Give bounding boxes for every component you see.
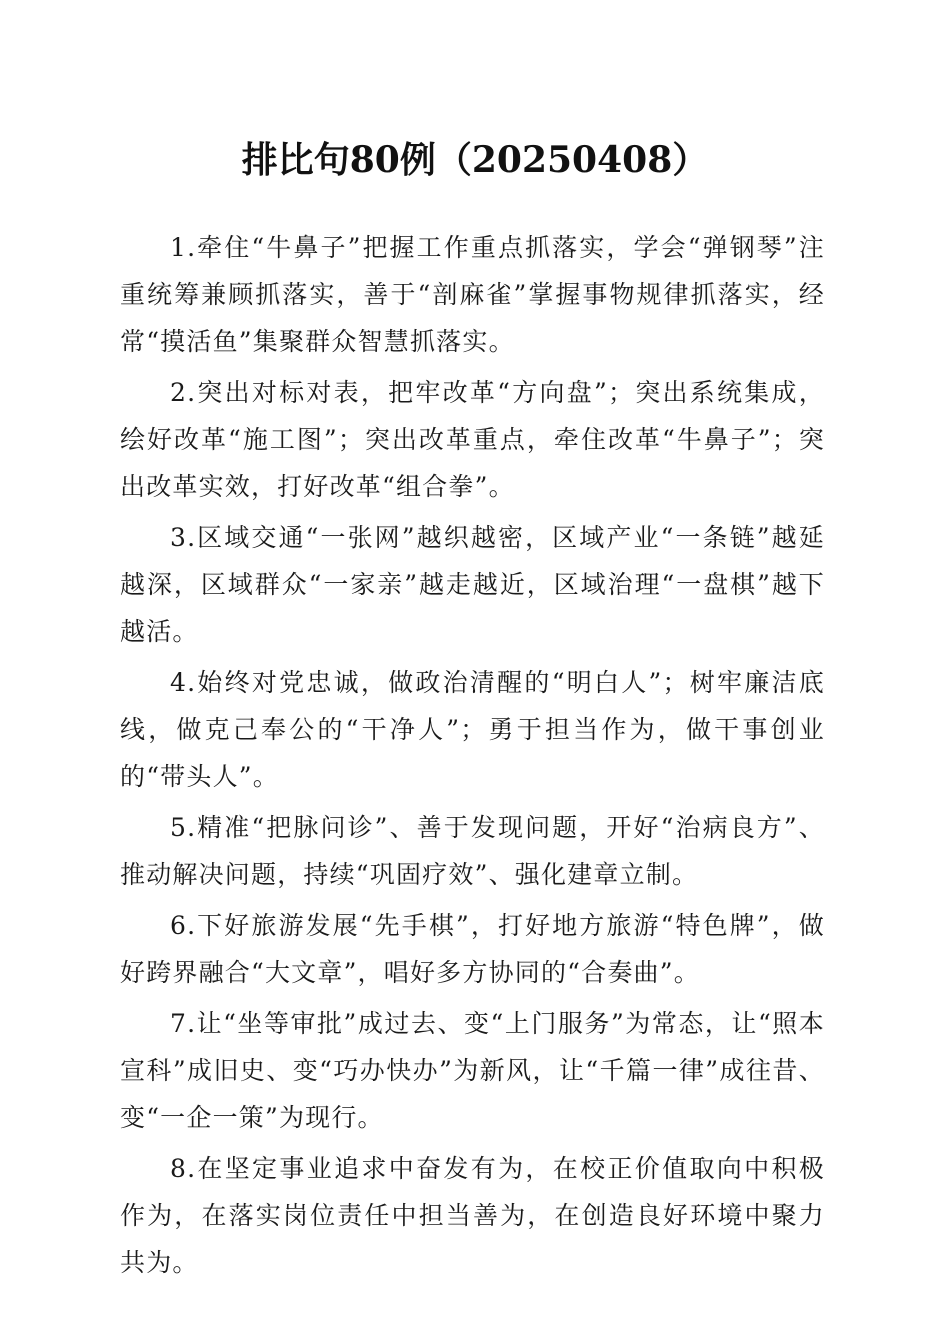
paragraph-6: 6.下好旅游发展“先手棋”，打好地方旅游“特色牌”，做好跨界融合“大文章”，唱好多方协同的“合奏曲”。 [120, 911, 825, 987]
paragraph-5: 5.精准“把脉问诊”、善于发现问题，开好“治病良方”、推动解决问题，持续“巩固疗效”、强化建章立制。 [120, 813, 825, 889]
document-body [120, 224, 825, 1290]
document-title: 排比句80例（20250408） [241, 139, 709, 181]
paragraph-8: 8.在坚定事业追求中奋发有为，在校正价值取向中积极作为，在落实岗位责任中担当善为，在创造良好环境中聚力共为。 [120, 1154, 825, 1277]
paragraph-4: 4.始终对党忠诚，做政治清醒的“明白人”；树牢廉洁底线，做克己奉公的“干净人”；勇于担当作为，做干事创业的“带头人”。 [120, 668, 825, 791]
paragraph-2: 2.突出对标对表，把牢改革“方向盘”；突出系统集成，绘好改革“施工图”；突出改革重点，牵住改革“牛鼻子”；突出改革实效，打好改革“组合拳”。 [120, 378, 825, 501]
paragraph-7: 7.让“坐等审批”成过去、变“上门服务”为常态，让“照本宣科”成旧史、变“巧办快办”为新风，让“千篇一律”成往昔、变“一企一策”为现行。 [120, 1009, 825, 1132]
paragraph-1: 1.牵住“牛鼻子”把握工作重点抓落实，学会“弹钢琴”注重统筹兼顾抓落实，善于“剖麻雀”掌握事物规律抓落实，经常“摸活鱼”集聚群众智慧抓落实。 [120, 233, 825, 356]
paragraph-3: 3.区域交通“一张网”越织越密，区域产业“一条链”越延越深，区域群众“一家亲”越走越近，区域治理“一盘棋”越下越活。 [120, 523, 825, 646]
